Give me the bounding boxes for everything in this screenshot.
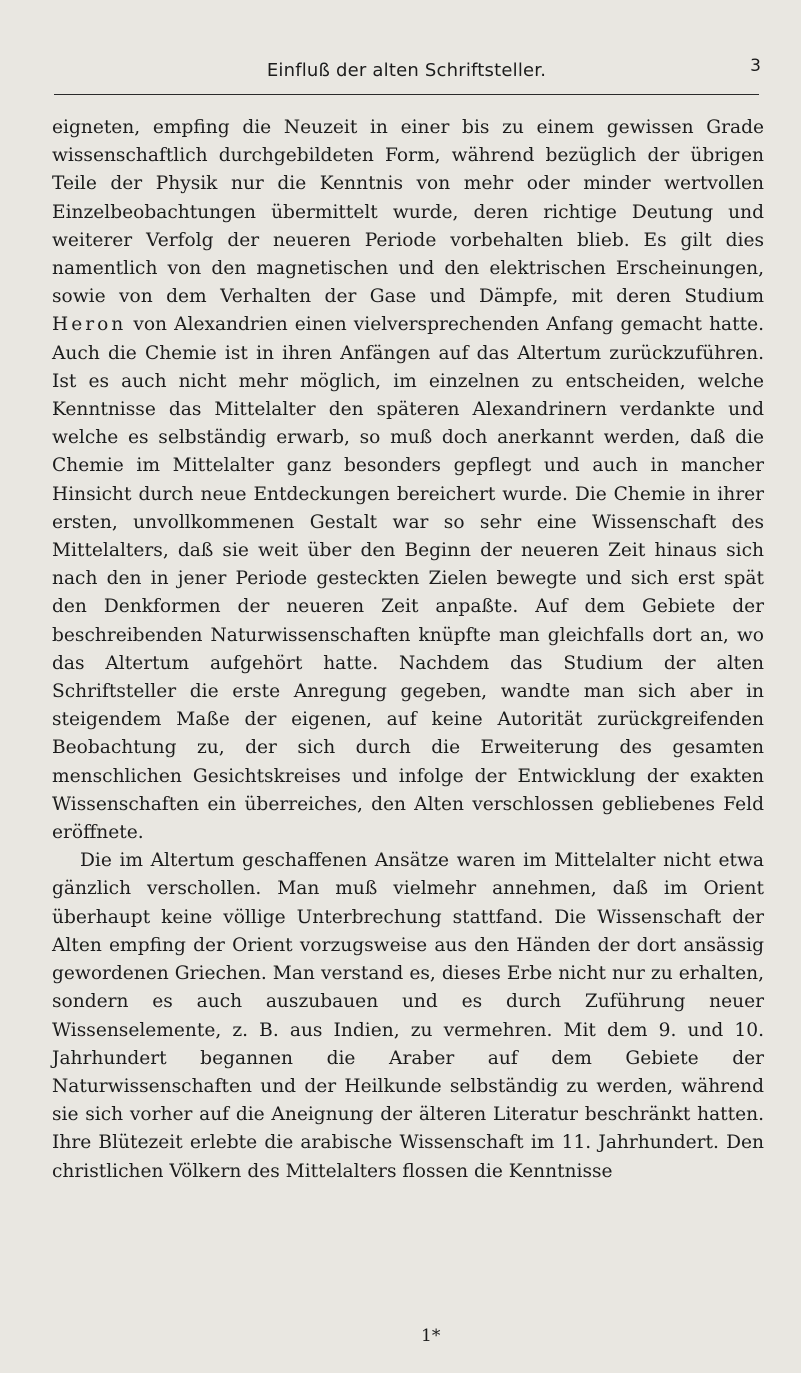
running-title: Einfluß der alten Schriftsteller. [266,60,547,81]
page-number: 3 [750,56,761,76]
text-segment: von Alexandrien einen vielversprechenden Anfang gemacht hatte. Auch die Chemie ist in ihren Anfängen auf das Altertum zurückzuführen. Ist es auch nicht mehr möglich, im einzelnen zu entscheiden, welche Kenntnisse das Mittelalter den späteren Alexandrinern verdankte und welche es selbständig erwarb, so muß doch anerkannt werden, daß die Chemie im Mittelalter ganz besonders gepflegt und auch in mancher Hinsicht durch neue Entdeckungen bereichert wurde. Die Chemie in ihrer ersten, unvollkommenen Gestalt war so sehr eine Wissenschaft des Mittelalters, daß sie weit über den Beginn der neueren Zeit hinaus sich nach den in jener Periode gesteckten Zielen bewegte und sich erst spät den Denkformen der neueren Zeit anpaßte. Auf dem Gebiete der beschreibenden Naturwissenschaften knüpfte man gleichfalls dort an, wo das Altertum aufgehört hatte. Nachdem das Studium der alten Schriftsteller die erste Anregung gegeben, wandte man sich aber in steigendem Maße der eigenen, auf keine Autorität zurückgreifenden Beobachtung zu, der sich durch die Erweiterung des gesamten menschlichen Gesichtskreises und infolge der Entwicklung der exakten Wissenschaften ein überreiches, den Alten verschlossen gebliebenes Feld eröffnete. [52,314,764,844]
text-segment: Die im Altertum geschaffenen Ansätze waren im Mittelalter nicht etwa gänzlich verschollen. Man muß vielmehr annehmen, daß im Orient überhaupt keine völlige Unterbrechung stattfand. Die Wissenschaft der Alten empfing der Orient vorzugsweise aus den Händen der dort ansässig gewordenen Griechen. Man verstand es, dieses Erbe nicht nur zu erhalten, sondern es auch auszubauen und es durch Zuführung neuer Wissenselemente, z. B. aus Indien, zu vermehren. Mit dem 9. und 10. Jahrhundert begannen die Araber auf dem Gebiete der Naturwissenschaften und der Heilkunde selbständig zu werden, während sie sich vorher auf die Aneignung der älteren Literatur beschränkt hatten. Ihre Blütezeit erlebte die arabische Wissenschaft im 11. Jahrhundert. Den christlichen Völkern des Mittelalters flossen die Kenntnisse [52,850,764,1182]
running-head [54,56,761,95]
paragraph-2 [52,847,764,1185]
body-text [52,114,764,1186]
text-segment-spaced: Heron [52,314,127,336]
text-segment: eigneten, empfing die Neuzeit in einer bis zu einem gewissen Grade wissenschaftlich durchgebildeten Form, während bezüglich der übrigen Teile der Physik nur die Kenntnis von mehr oder minder wertvollen Einzelbeobachtungen übermittelt wurde, deren richtige Deutung und weiterer Verfolg der neueren Periode vorbehalten blieb. Es gilt dies namentlich von den magnetischen und den elektrischen Erscheinungen, sowie von dem Verhalten der Gase und Dämpfe, mit deren Studium [52,117,764,308]
paragraph-1 [52,114,764,847]
signature-mark: 1* [421,1326,441,1346]
